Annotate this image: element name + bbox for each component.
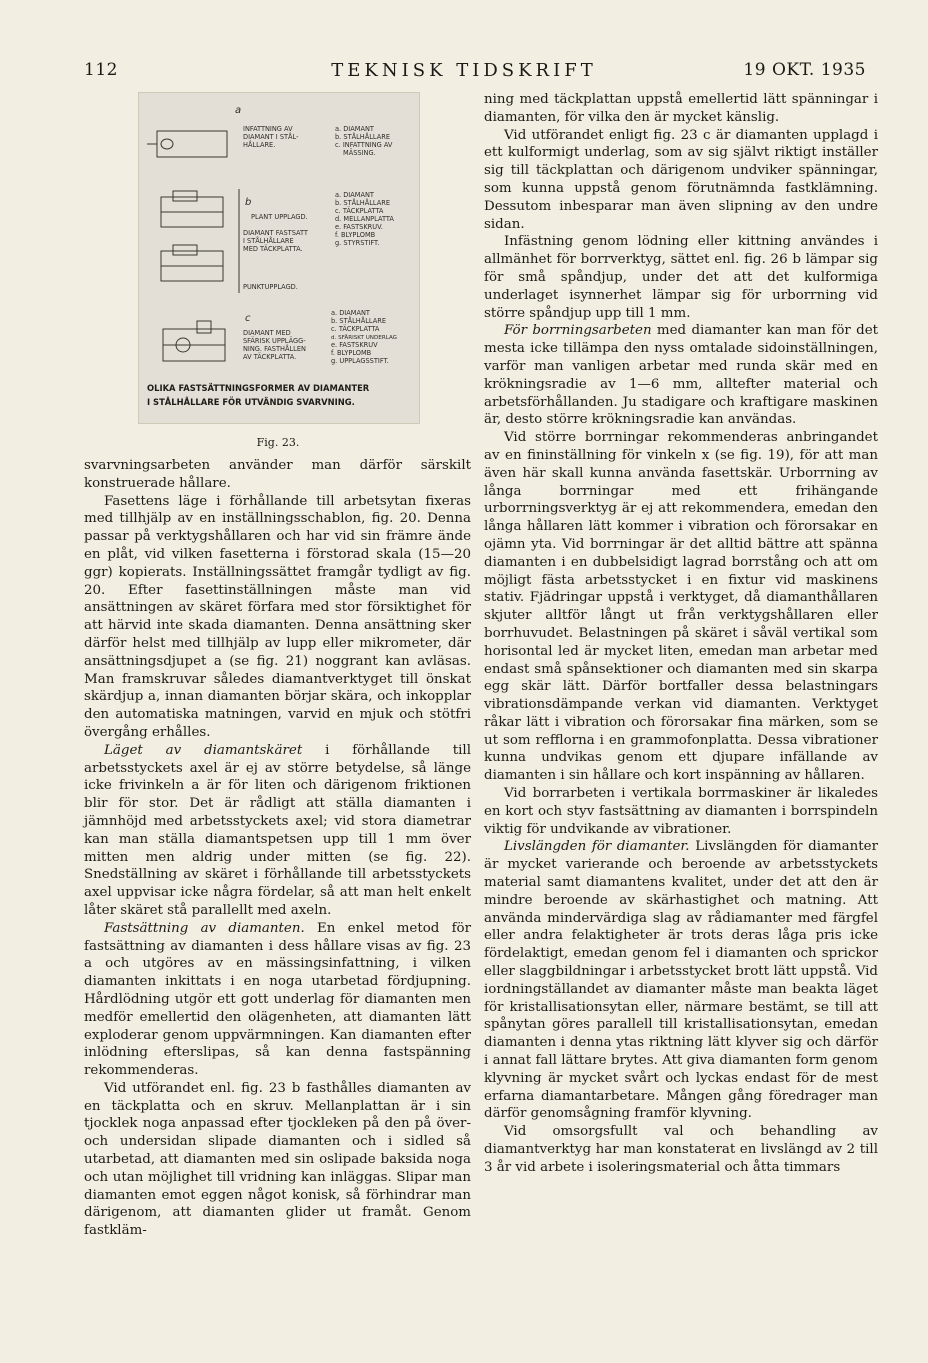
right-paragraph-2: Vid utförandet enligt fig. 23 c är diamanten upplagd i ett kulformigt underlag, som av sig självt riktigt inställer sig till täckplattan och därigenom undviker spänningar, som kunna uppstå genom förutnämnda fastklämning. Dessutom inbesparar man även slipning av den undre sidan. [484,127,878,232]
left-paragraph-4-heading: Fastsättning av diamanten. [104,920,305,936]
left-paragraph-3-body: i förhållande till arbetsstyckets axel är ej av större betydelse, så länge icke frivinkeln a är för liten och därigenom friktionen blir för stor. Det är rådligt att ställa diamanten i jämnhöjd med arbetsstyckets axel; vid stora diametrar kan man ställa diamantspetsen upp till 1 mm över mitten men aldrig under mitten (se fig. 22). Snedställning av skäret i förhållande till arbetsstyckets axel uppvisar icke några fördelar, så att man helt enkelt låter skäret stå parallellt med axeln. [84,742,471,918]
panel-a-letter: a [235,105,242,116]
right-paragraph-4 [484,322,878,429]
panel-b-label-2: DIAMANT FASTSATT [243,229,308,237]
panel-c-legend-2: b. STÅLHÅLLARE [331,317,387,325]
figure-title-line-2: I STÅLHÅLLARE FÖR UTVÄNDIG SVARVNING. [147,397,355,407]
panel-b-letter: b [245,197,252,208]
panel-c-letter: c [245,313,251,324]
left-paragraph-4-body: En enkel metod för fastsättning av diamanten i dess hållare visas av fig. 23 a och utgöres av en mässingsinfattning, i vilken diamanten inkittats i en noga utarbetad fördjupning. Hårdlödning utgör ett gott underlag för diamanten men medför emellertid den olägenheten, att diamanten lätt exploderar genom uppvärmningen. Kan diamanten efter inlödning efterslipas, så kan denna fastspänning rekommenderas. [84,920,471,1079]
right-paragraph-6: Vid borrarbeten i vertikala borrmaskiner är likaledes en kort och styv fastsättning av diamanten i borrspindeln viktig för undvikande av vibrationer. [484,786,878,837]
right-paragraph-1: ning med täckplattan uppstå emellertid lätt spänningar i diamanten, för vilka den är mycket känslig. [484,92,878,125]
right-paragraph-7-heading: Livslängden för diamanter. [504,839,690,855]
left-column [84,457,471,1240]
figure-23 [138,92,420,424]
panel-c-legend-6: f. BLYPLOMB [331,349,372,357]
panel-c-drawing [163,321,225,361]
left-paragraph-1: svarvningsarbeten använder man därför särskilt konstruerade hållare. [84,458,471,491]
panel-c-legend-1: a. DIAMANT [331,309,370,317]
right-column [484,91,878,1177]
left-paragraph-5: Vid utförandet enl. fig. 23 b fasthålles diamanten av en täckplatta och en skruv. Mellanplattan är i sin tjocklek noga anpassad efter tjockleken på den på över- och undersidan slipade diamanten och i sidled så utarbetad, att diamanten med sin oslipade baksida noga och utan möjlighet till vridning kan inläggas. Slipar man diamanten emot eggen något konisk, så förhindrar man därigenom, att diamanten glider ut framåt. Genom fastkläm- [84,1080,471,1239]
panel-c-label-3: NING. FASTHÅLLEN [243,345,306,353]
right-paragraph-4-heading: För borrningsarbeten [504,323,652,339]
panel-c-legend-5: e. FASTSKRUV [331,341,378,349]
issue-date: 19 OKT. 1935 [743,60,866,80]
figure-title-line-1: OLIKA FASTSÄTTNINGSFORMER AV DIAMANTER [147,383,370,393]
panel-a-legend-4: MÄSSING. [343,149,376,157]
panel-a-label-3: HÅLLARE. [243,141,276,149]
panel-a-legend-1: a. DIAMANT [335,125,374,133]
panel-b-label-3: I STÅLHÅLLARE [243,237,294,245]
right-paragraph-7-body: Livslängden för diamanter är mycket varierande och beroende av arbetsstyckets material samt diamantens kvalitet, under det att den är mindre beroende av skärhastighet och matning. Att använda mindervärdiga slag av rådiamanter med färgfel eller andra felaktigheter är trots deras låga pris icke fördelaktigt, emedan genom fel i diamanten och sprickor eller slaggbildningar i arbetsstycket brott lätt uppstå. Vid iordningställandet av diamanter måste man beakta läget för kristallisationsytan eller, närmare bestämt, se till att spånytan göres parallell till kristallisationsytan, emedan diamanten i denna ytas riktning lätt klyver sig och därför i annat fall lättare brytes. Att giva diamanten form genom klyvning är mycket svårt och lyckas endast för de mest erfarna diamantarbetare. Mången gång föredrager man därför genomsågning framför klyvning. [484,839,878,1122]
panel-b-label-4: MED TÄCKPLATTA. [243,245,303,253]
figure-23-drawing [139,93,419,423]
panel-b-legend-3: c. TÄCKPLATTA [335,207,384,215]
left-paragraph-3-heading: Läget av diamantskäret [104,742,303,758]
panel-a-label-2: DIAMANT I STÅL- [243,133,299,141]
left-paragraph-4 [84,920,471,1080]
panel-a-drawing [147,131,227,157]
left-paragraph-2: Fasettens läge i förhållande till arbetsytan fixeras med tillhjälp av en inställningsschablon, fig. 20. Denna passar på verktygshållaren och har vid sin främre ände en plåt, vid vilken fasetterna i förstorad skala (15—20 ggr) kopierats. Inställningssättet framgår tydligt av fig. 20. Efter fasettinställningen måste man vid ansättningen av skäret förfara med stor försiktighet för att härvid inte skada diamanten. Denna ansättning sker därför helst med tillhjälp av lupp eller mikrometer, där ansättningsdjupet a (se fig. 21) noggrant kan avläsas. Man framskruvar således diamantverktyget till önskat skärdjup a, innan diamanten börjar skära, och inkopplar den automatiska matningen, varvid en mjuk och stötfri övergång erhålles. [84,493,471,740]
panel-c-label-2: SFÄRISK UPPLÄGG- [243,337,306,345]
right-paragraph-8: Vid omsorgsfullt val och behandling av diamantverktyg har man konstaterat en livslängd av 2 till 3 år vid arbete i isoleringsmaterial och åtta timmars [484,1124,878,1175]
panel-b-legend-2: b. STÅLHÅLLARE [335,199,391,207]
panel-b-label-1: PLANT UPPLAGD. [251,213,308,221]
panel-c-label-4: AV TÄCKPLATTA. [243,353,297,361]
panel-a-label-1: INFATTNING AV [243,125,293,133]
panel-b-legend-7: g. STYRSTIFT. [335,239,380,247]
right-paragraph-4-body: med diamanter kan man för det mesta icke tillämpa den nyss omtalade sidoinställningen, varför man vanligen arbetar med runda skär med en krökningsradie av 1—6 mm, alltefter material och arbetsförhållanden. Ju stadigare och kraftigare maskinen är, desto större krökningsradie kan användas. [484,323,879,428]
panel-c-legend-4: d. SFÄRISKT UNDERLAG [331,335,398,341]
panel-b-legend-4: d. MELLANPLATTA [335,215,394,223]
journal-title: TEKNISK TIDSKRIFT [331,60,597,81]
right-paragraph-7 [484,838,878,1123]
right-paragraph-5: Vid större borrningar rekommenderas anbringandet av en fininställning för vinkeln x (se fig. 19), för att man även här skall kunna använda fasettskär. Urborrning av långa borrningar med ett frihängande urborrningsverktyg är ej att rekommendera, emedan den långa hållaren lätt kommer i vibration och förorsakar en ojämn yta. Vid borrningar är det alltid bättre att spänna diamanten i en dubbelsidigt lagrad borrstång och att om möjligt fästa arbetsstycket i en fixtur vid maskinens stativ. Fjädringar uppstå i verktyget, då diamanthållaren skjuter alltför långt ut från verktygshållaren eller borrhuvudet. Belastningen på skäret i såväl vertikal som horisontal led är mycket liten, emedan man arbetar med endast små spånsektioner och diamanten med sin skarpa egg skär lätt. Därför bortfaller dessa belastningars vibrationsdämpande verkan vid diamanten. Verktyget råkar lätt i vibration och förorsakar fina märken, som se ut som refflorna i en grammofonplatta. Dessa vibrationer kunna undvikas genom ett djupare infällande av diamanten i sin hållare och kort inspänning av hållaren. [484,430,878,784]
panel-a-legend-3: c. INFATTNING AV [335,141,393,149]
panel-b-label-5: PUNKTUPPLAGD. [243,283,298,291]
panel-c-legend-3: c. TÄCKPLATTA [331,325,380,333]
left-paragraph-3 [84,742,471,920]
right-paragraph-3: Infästning genom lödning eller kittning användes i allmänhet för borrverktyg, sättet enl. fig. 26 b lämpar sig för små spåndjup, under det att det kulformiga underlaget isynnerhet lämpar sig för urborrning vid större spåndjup upp till 1 mm. [484,234,878,321]
panel-a-legend-2: b. STÅLHÅLLARE [335,133,391,141]
page-number: 112 [84,60,118,80]
panel-b-drawing [161,189,239,293]
panel-b-legend-6: f. BLYPLOMB [335,231,376,239]
panel-c-label-1: DIAMANT MED [243,329,291,337]
panel-b-legend-1: a. DIAMANT [335,191,374,199]
panel-c-legend-7: g. UPPLAGSSTIFT. [331,357,389,365]
panel-b-legend-5: e. FASTSKRUV. [335,223,383,231]
figure-caption: Fig. 23. [256,436,300,449]
